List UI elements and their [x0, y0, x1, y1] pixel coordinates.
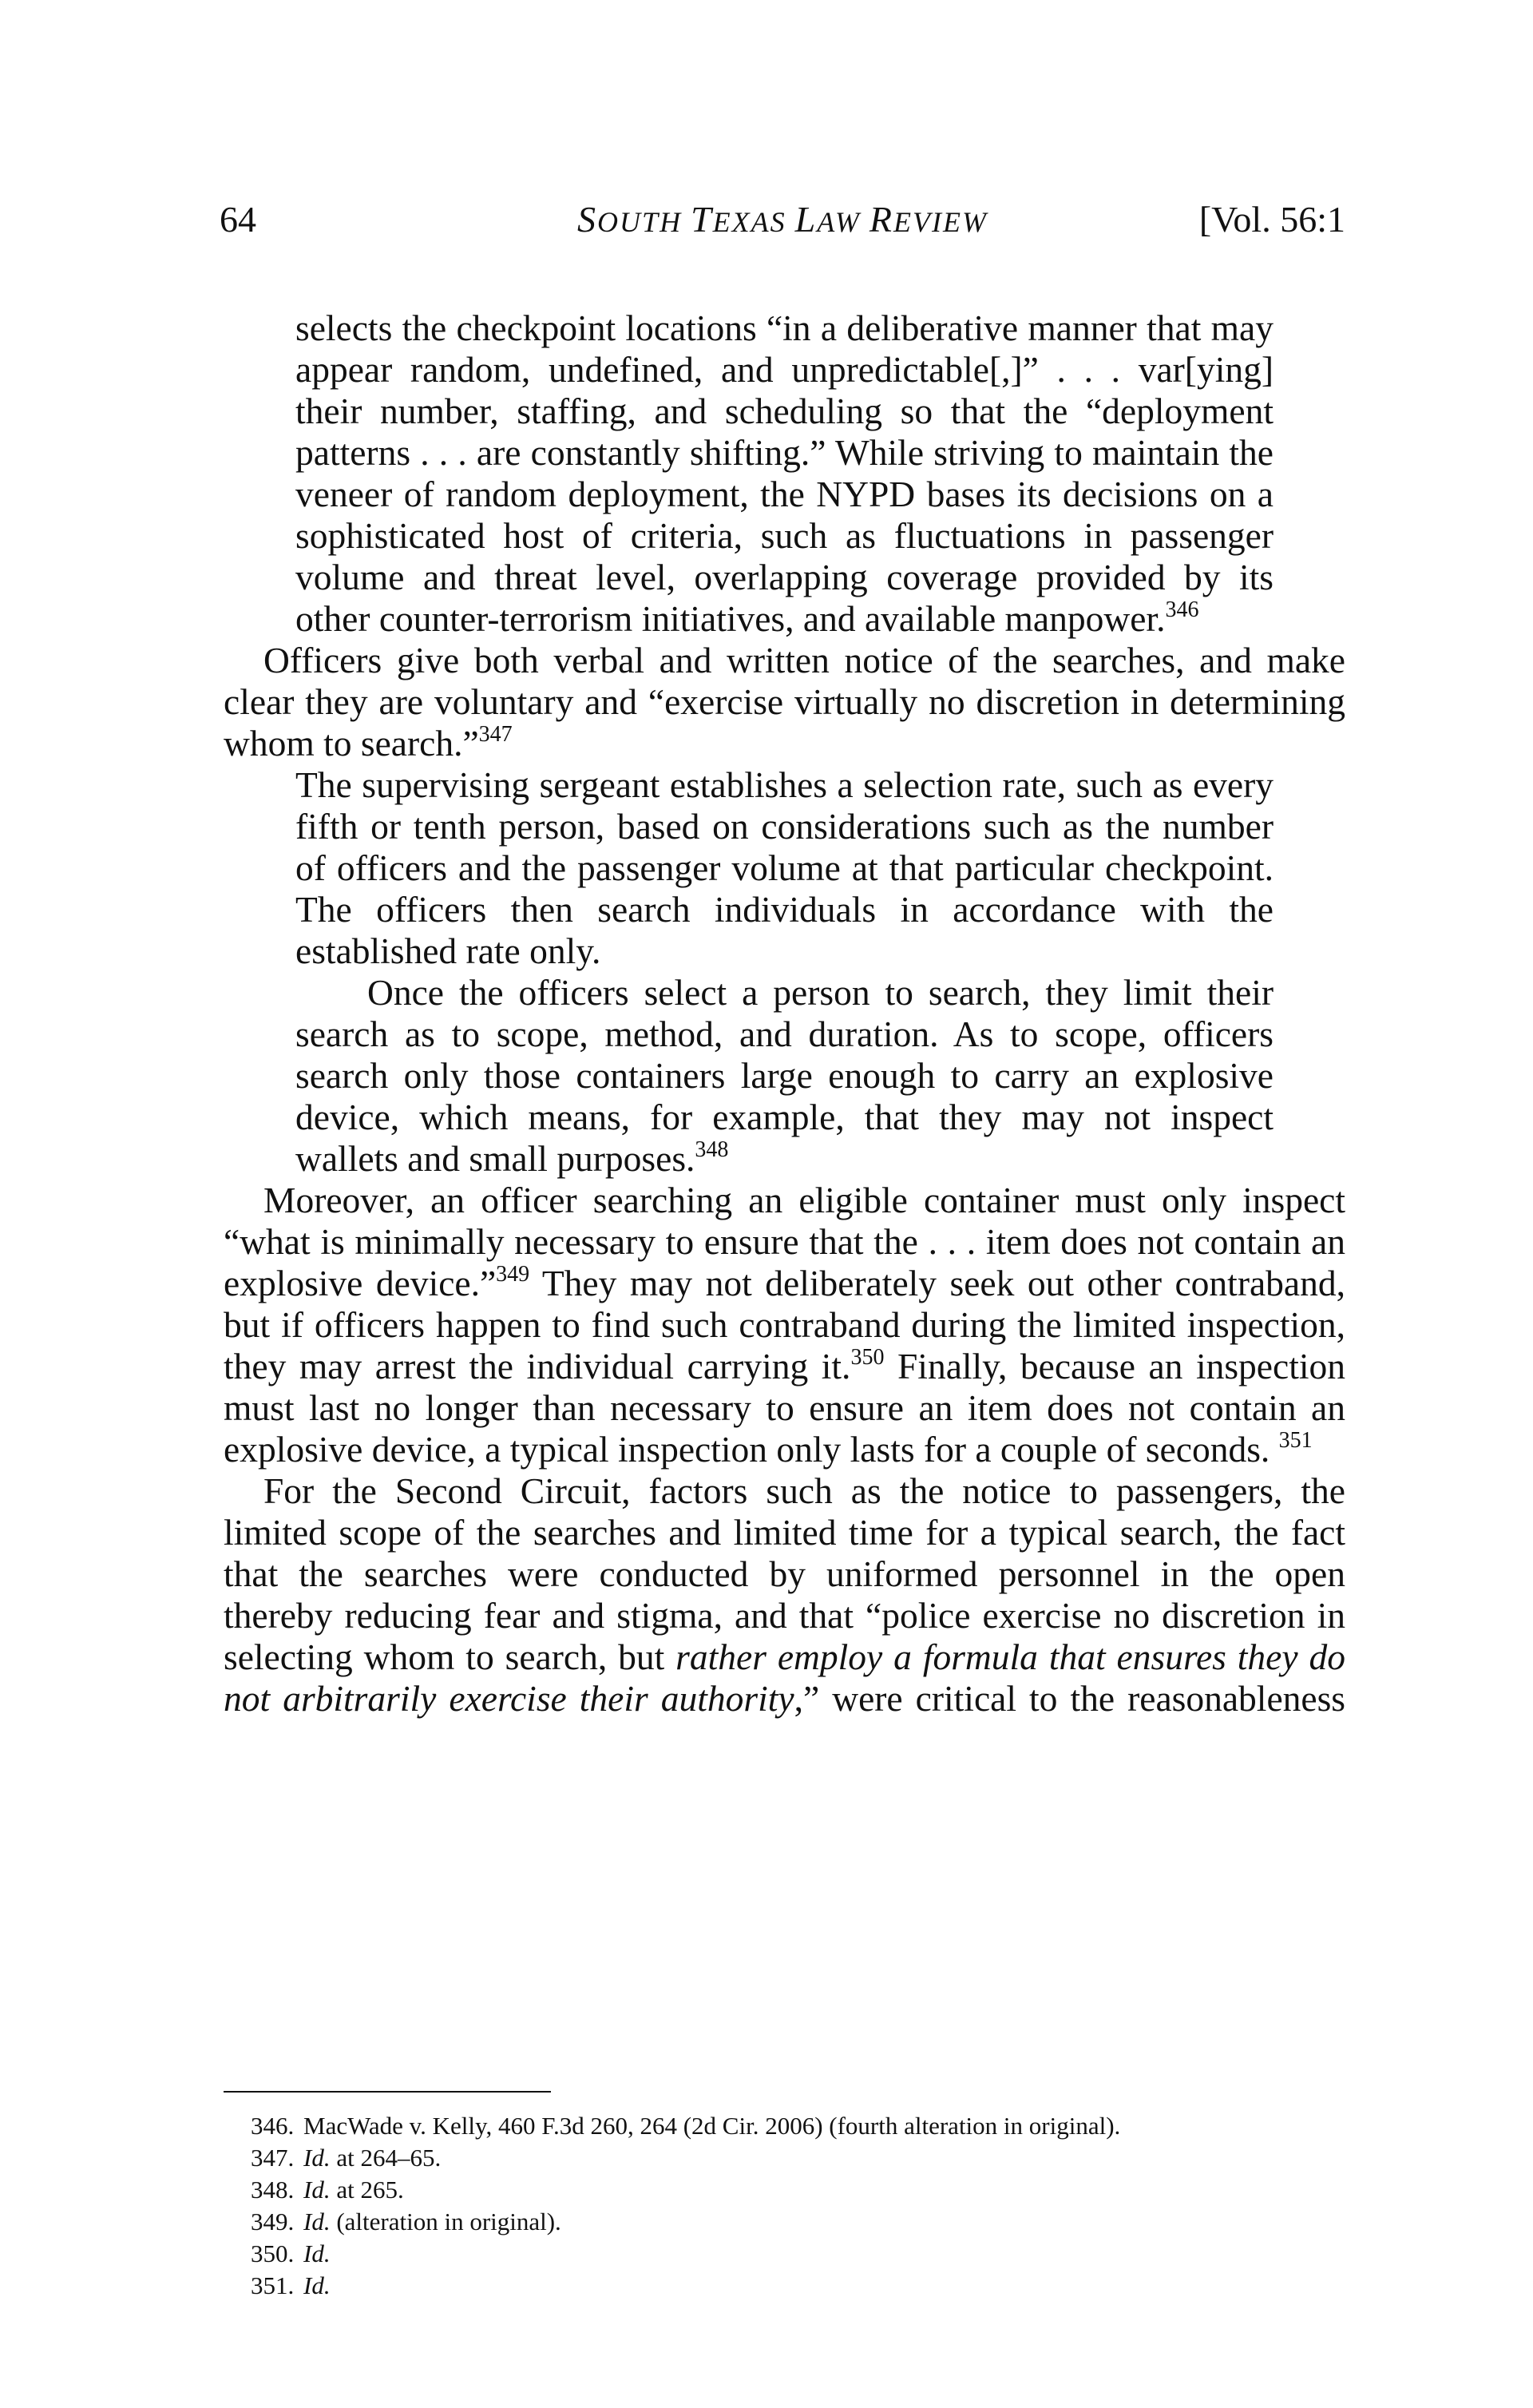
footnote-text: Id. at 265. — [303, 2176, 404, 2204]
footnote — [224, 2174, 1345, 2206]
footnote — [224, 2270, 1345, 2302]
footnote-text: Id. — [303, 2271, 331, 2299]
journal-title: SOUTH TEXAS LAW REVIEW — [577, 199, 988, 240]
block-quote-paragraph: selects the checkpoint locations “in a deliberative manner that may appear random, undefined, and unpredictable[,]” . . . var[ying] their number, staffing, and scheduling so that the “deployment patterns . . . are constantly shifting.” While striving to maintain the veneer of random deployment, the NYPD bases its decisions on a sophisticated host of criteria, such as fluctuations in passenger volume and threat level, overlapping coverage provided by its other counter-terrorism initiatives, and available manpower.$^{346}$ — [295, 307, 1274, 639]
page-number: 64 — [220, 199, 256, 240]
footnotes — [224, 2110, 1345, 2302]
footnote-number: 351. — [251, 2271, 295, 2299]
footnote-text: Id. at 264–65. — [303, 2144, 442, 2172]
footnote — [224, 2238, 1345, 2270]
footnote — [224, 2206, 1345, 2238]
footnote-number: 350. — [251, 2239, 295, 2267]
italic-emphasis: rather employ a formula that ensures they do not arbitrarily exercise their authority — [224, 1636, 1345, 1719]
footnote-number: 347. — [251, 2144, 295, 2172]
body-paragraph: Officers give both verbal and written notice of the searches, and make clear they are voluntary and “exercise virtually no discretion in determining whom to search.”$^{347}$ — [224, 640, 1345, 764]
block-quote-paragraph: The supervising sergeant establishes a selection rate, such as every fifth or tenth person, based on considerations such as the number of officers and the passenger volume at that particular checkpoint. The officers then search individuals in accordance with the established rate only. — [295, 764, 1274, 971]
footnote-ref[interactable]: 347 — [478, 722, 513, 747]
body-paragraph: For the Second Circuit, factors such as the notice to passengers, the limited scope of the searches and limited time for a typical search, the fact that the searches were conducted by uniformed personnel in the open thereby reducing fear and stigma, and that “police exercise no discretion in selecting whom to search, but rather employ a formula that ensures they do not arbitrarily exercise their authority,” were critical to the reasonableness — [224, 1470, 1346, 1719]
volume-label: [Vol. 56:1 — [1198, 199, 1345, 240]
body-paragraph: Moreover, an officer searching an eligible container must only inspect “what is minimally necessary to ensure that the . . . item does not contain an explosive device.”$^{349}$ They may not deliberately seek out other contraband, but if officers happen to find such contraband during the limited inspection, they may arrest the individual carrying it.$^{350}$ Finally, because an inspection must last no longer than necessary to ensure an item does not contain an explosive device, a typical inspection only lasts for a couple of seconds. $^{351}$ — [224, 1180, 1345, 1470]
footnote — [224, 2142, 1345, 2174]
main-text — [224, 307, 1345, 1720]
footnote-number: 349. — [251, 2208, 295, 2235]
footnote — [224, 2110, 1345, 2142]
footnote-divider — [224, 2091, 551, 2093]
block-quote-paragraph: Once the officers select a person to search, they limit their search as to scope, method, and duration. As to scope, officers search only those containers large enough to carry an explosive device, which means, for example, that they may not inspect wallets and small purposes.$^{348}$ — [295, 972, 1274, 1179]
footnote-ref[interactable]: 346 — [1165, 597, 1199, 622]
footnote-number: 346. — [251, 2112, 295, 2140]
footnote-text: Id. — [303, 2239, 331, 2267]
footnote-ref[interactable]: 350 — [850, 1345, 885, 1370]
running-header — [220, 196, 1345, 244]
footnote-text: Id. (alteration in original). — [303, 2208, 561, 2235]
footnote-ref[interactable]: 351 — [1278, 1428, 1313, 1453]
footnote-text: MacWade v. Kelly, 460 F.3d 260, 264 (2d Cir. 2006) (fourth alteration in original). — [303, 2112, 1121, 2140]
footnote-ref[interactable]: 349 — [496, 1262, 530, 1287]
footnote-ref[interactable]: 348 — [695, 1137, 729, 1162]
footnote-number: 348. — [251, 2176, 295, 2204]
